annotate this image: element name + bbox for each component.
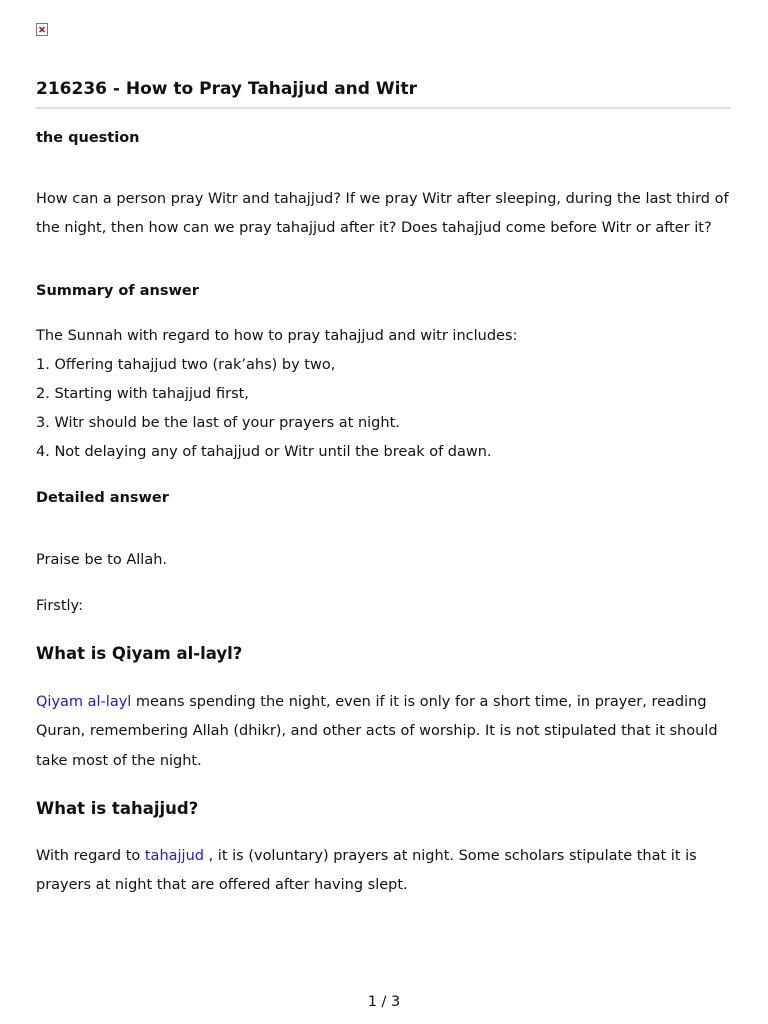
summary-heading: Summary of answer	[36, 283, 199, 299]
tahajjud-paragraph-text: , it is (voluntary) prayers at night. Some scholars stipulate that it is prayers at night that are offered after having slept.	[36, 848, 697, 894]
summary-list-item: 4. Not delaying any of tahajjud or Witr until the break of dawn.	[36, 444, 492, 460]
summary-list-item: 3. Witr should be the last of your prayers at night.	[36, 415, 400, 431]
question-heading: the question	[36, 130, 140, 146]
detailed-answer-heading: Detailed answer	[36, 490, 169, 506]
summary-intro: The Sunnah with regard to how to pray tahajjud and witr includes:	[36, 328, 518, 344]
tahajjud-paragraph-lead: With regard to	[36, 848, 145, 864]
summary-list-item: 1. Offering tahajjud two (rak’ahs) by two,	[36, 357, 336, 373]
tahajjud-paragraph	[36, 842, 736, 901]
tahajjud-heading: What is tahajjud?	[36, 799, 199, 818]
firstly-text: Firstly:	[36, 598, 83, 614]
tahajjud-link[interactable]: tahajjud	[144, 848, 204, 864]
question-text: How can a person pray Witr and tahajjud? If we pray Witr after sleeping, during the last third of the night, then how can we pray tahajjud after it? Does tahajjud come before Witr or after it?	[36, 191, 729, 237]
qiyam-paragraph	[36, 688, 736, 776]
broken-image-icon	[36, 23, 48, 36]
praise-text: Praise be to Allah.	[36, 552, 168, 568]
qiyam-al-layl-link[interactable]: Qiyam al-layl	[36, 694, 132, 710]
summary-list-item: 2. Starting with tahajjud first,	[36, 386, 249, 402]
qiyam-heading: What is Qiyam al-layl?	[36, 644, 243, 663]
page-number: 1 / 3	[367, 994, 401, 1010]
page-title: 216236 - How to Pray Tahajjud and Witr	[36, 78, 731, 109]
qiyam-paragraph-text: means spending the night, even if it is only for a short time, in prayer, reading Quran, remembering Allah (dhikr), and other acts of worship. It is not stipulated that it should take most of the night.	[36, 694, 718, 769]
